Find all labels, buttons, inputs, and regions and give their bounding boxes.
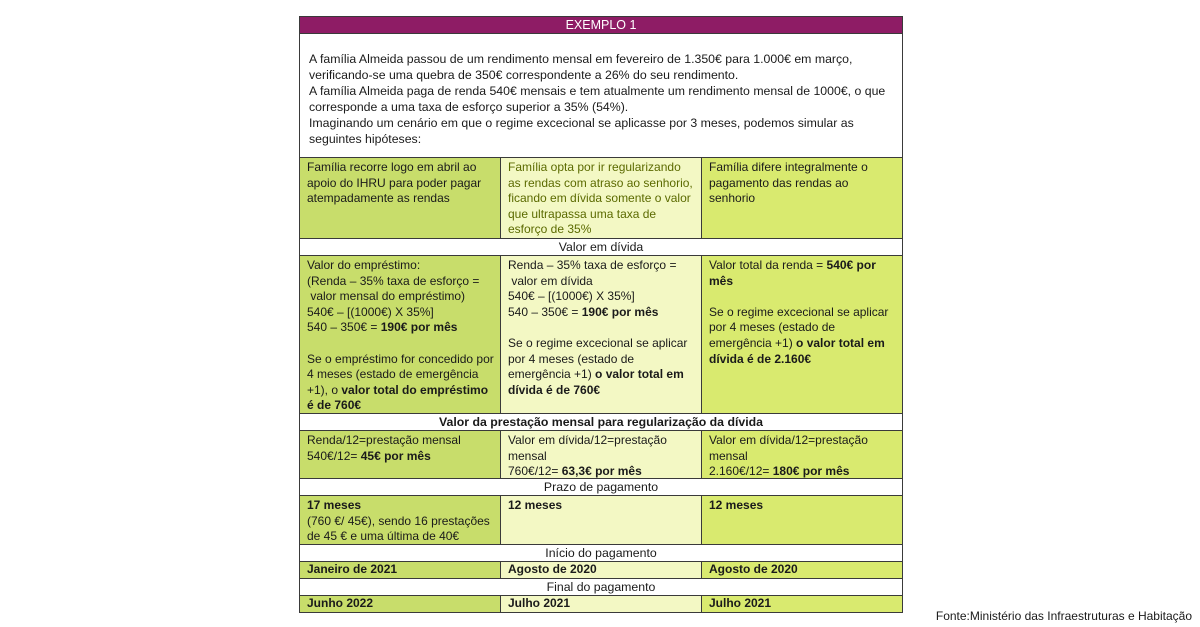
bold-text: 540€ por mês <box>709 258 876 288</box>
section-prestacao: Valor da prestação mensal para regularização da dívida <box>300 414 902 431</box>
inicio-option-1: Janeiro de 2021 <box>300 562 501 578</box>
prazo-option-3 <box>702 496 902 544</box>
option-2: Família opta por ir regularizando as rendas com atraso ao senhorio, ficando em dívida somente o valor que ultrapassa uma taxa de esforço de 35% <box>501 158 702 238</box>
inicio-option-2: Agosto de 2020 <box>501 562 702 578</box>
intro-paragraph: Imaginando um cenário em que o regime excecional se aplicasse por 3 meses, podemos simular as seguintes hipóteses: <box>309 116 854 146</box>
text: 540€/12= <box>307 448 361 463</box>
section-final: Final do pagamento <box>300 579 902 596</box>
bold-text: 190€ por mês <box>380 320 458 335</box>
text-line <box>508 464 695 480</box>
option-3: Família difere integralmente o pagamento das rendas ao senhorio <box>702 158 902 238</box>
text-line: Renda – 35% taxa de esforço = <box>508 258 677 272</box>
intro-paragraph: A família Almeida passou de um rendimento mensal em fevereiro de 1.350€ para 1.000€ em março, verificando-se uma quebra de 350€ correspondente a 26% do seu rendimento. <box>309 52 853 82</box>
text-line <box>307 320 494 336</box>
text-line: valor mensal do empréstimo) <box>307 289 466 304</box>
prestacao-option-1 <box>300 431 501 478</box>
prazo-option-2 <box>501 496 702 544</box>
inicio-option-3: Agosto de 2020 <box>702 562 902 578</box>
table-title: EXEMPLO 1 <box>300 17 902 34</box>
example-table <box>299 16 903 613</box>
final-option-2: Julho 2021 <box>501 596 702 612</box>
section-inicio: Início do pagamento <box>300 545 902 562</box>
text-line: valor em dívida <box>508 273 593 288</box>
prestacao-option-2 <box>501 431 702 478</box>
text-line: 540€ – [(1000€) X 35%] <box>508 289 635 304</box>
text-line: Renda/12=prestação mensal <box>307 433 461 447</box>
text: 540 – 350€ = <box>508 304 582 319</box>
text-line: (Renda – 35% taxa de esforço = <box>307 273 480 288</box>
prestacao-row <box>300 431 902 479</box>
text-line <box>709 305 896 367</box>
prazo-row <box>300 496 902 545</box>
text: Valor total da renda = <box>709 258 827 272</box>
text-line <box>508 336 695 398</box>
text-line <box>709 464 896 480</box>
final-option-3: Julho 2021 <box>702 596 902 612</box>
text: 2.160€/12= <box>709 464 773 479</box>
text-line: 17 meses <box>307 498 362 512</box>
valor-divida-option-2 <box>501 256 702 413</box>
bold-text: 45€ por mês <box>360 448 431 463</box>
bold-text: 190€ por mês <box>581 304 659 319</box>
text: 760€/12= <box>508 464 562 479</box>
text-line: (760 €/ 45€), sendo 16 prestações de 45 € e uma última de 40€ <box>307 513 490 544</box>
text-line: Valor em dívida/12=prestação mensal <box>709 433 868 463</box>
text-line <box>307 449 494 465</box>
text-line: Valor em dívida/12=prestação mensal <box>508 433 667 463</box>
text-line <box>307 352 494 414</box>
final-row <box>300 596 902 612</box>
valor-divida-option-1 <box>300 256 501 413</box>
valor-divida-row <box>300 256 902 414</box>
text-line <box>709 258 896 289</box>
source-caption: Fonte:Ministério das Infraestruturas e Habitação <box>935 609 1192 623</box>
valor-divida-option-3 <box>702 256 902 413</box>
intro-text <box>300 34 902 158</box>
bold-text: o valor total em dívida é de 760€ <box>508 367 684 397</box>
options-row <box>300 158 902 239</box>
section-valor-divida: Valor em dívida <box>300 239 902 256</box>
option-1: Família recorre logo em abril ao apoio do IHRU para poder pagar atempadamente as rendas <box>300 158 501 238</box>
inicio-row <box>300 562 902 579</box>
intro-paragraph: A família Almeida paga de renda 540€ mensais e tem atualmente um rendimento mensal de 1000€, o que corresponde a uma taxa de esforço superior a 35% (54%). <box>309 84 886 114</box>
bold-text: 63,3€ por mês <box>561 464 642 479</box>
bold-text: valor total do empréstimo é de 760€ <box>307 382 489 413</box>
text-line <box>508 305 695 321</box>
final-option-1: Junho 2022 <box>300 596 501 612</box>
text: Se o regime excecional se aplicar por 4 meses (estado de emergência +1) <box>709 304 889 350</box>
text: Se o regime excecional se aplicar por 4 meses (estado de emergência +1) <box>508 335 688 382</box>
section-prazo: Prazo de pagamento <box>300 479 902 496</box>
prazo-option-1 <box>300 496 501 544</box>
bold-text: 180€ por mês <box>772 464 850 479</box>
bold-text: o valor total em dívida é de 2.160€ <box>709 335 885 366</box>
text-line: Valor do empréstimo: <box>307 258 421 272</box>
text: 540 – 350€ = <box>307 320 381 335</box>
text-line: 12 meses <box>508 498 563 512</box>
text-line: 12 meses <box>709 498 764 512</box>
text: Se o empréstimo for concedido por 4 meses (estado de emergência +1), o <box>307 351 494 397</box>
prestacao-option-3 <box>702 431 902 478</box>
text-line: 540€ – [(1000€) X 35%] <box>307 304 434 319</box>
